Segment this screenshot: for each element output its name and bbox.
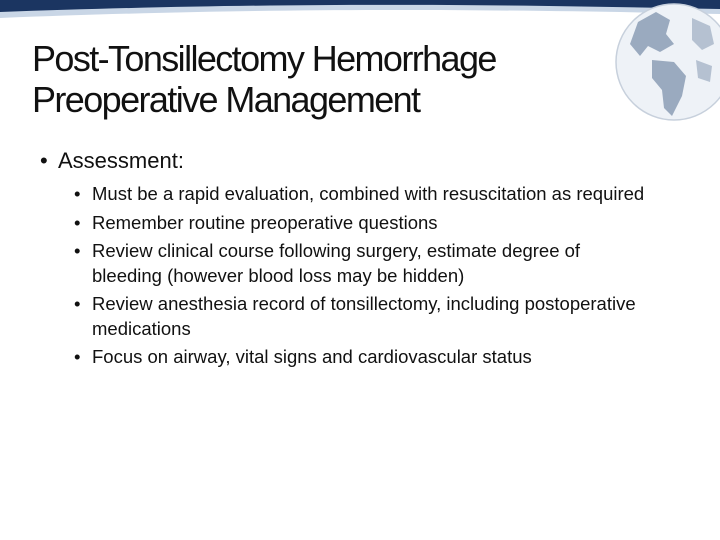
title-line-2: Preoperative Management	[32, 79, 420, 120]
sub-bullet-list	[40, 182, 680, 370]
bullet-icon: •	[74, 211, 81, 233]
sub-bullet-text: Must be a rapid evaluation, combined with resuscitation as required	[92, 183, 645, 204]
sub-bullet	[74, 239, 652, 288]
main-bullet-text: Assessment:	[58, 148, 184, 173]
bullet-icon: •	[74, 293, 81, 314]
sub-bullet	[74, 211, 652, 236]
sub-bullet-text: Focus on airway, vital signs and cardiovascular status	[92, 346, 532, 367]
main-bullet	[40, 146, 680, 176]
title-line-1: Post-Tonsillectomy Hemorrhage	[32, 38, 496, 79]
bullet-icon: •	[74, 183, 81, 204]
sub-bullet	[74, 292, 652, 341]
bullet-icon: •	[74, 346, 81, 367]
slide-title	[32, 38, 632, 120]
sub-bullet-text: Remember routine preoperative questions	[92, 211, 438, 233]
sub-bullet-text: Review clinical course following surgery, estimate degree of bleeding (however blood loss may be hidden)	[92, 240, 581, 286]
bullet-icon: •	[40, 148, 48, 173]
sub-bullet	[74, 345, 652, 370]
bullet-icon: •	[74, 240, 81, 261]
sub-bullet-text: Review anesthesia record of tonsillectomy, including postoperative medications	[92, 293, 636, 339]
sub-bullet	[74, 182, 652, 207]
slide-body	[40, 146, 680, 374]
